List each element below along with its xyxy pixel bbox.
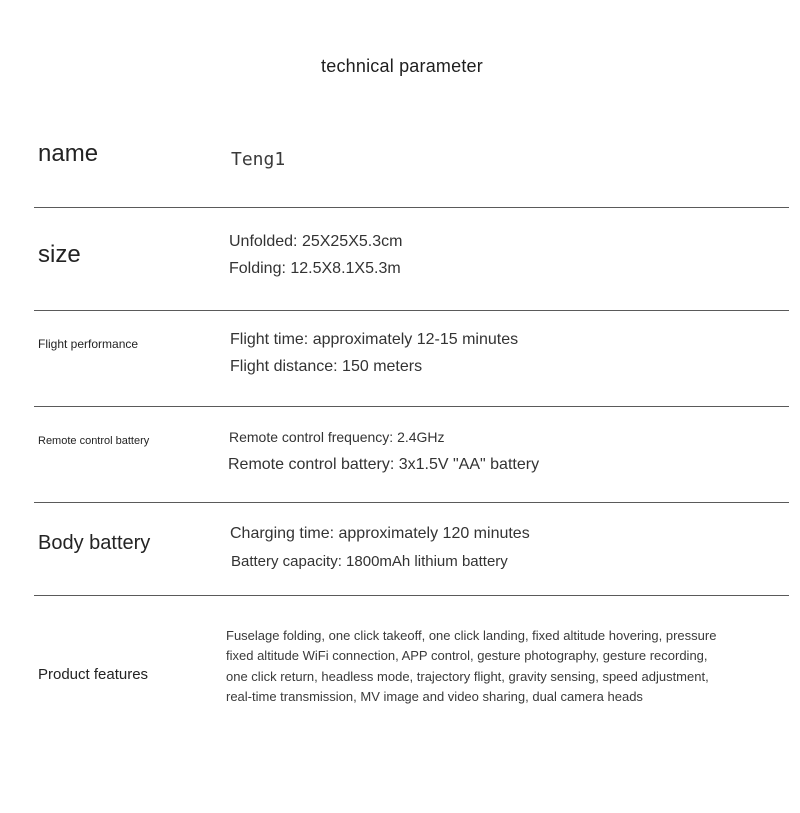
row-label-name: name [38, 140, 99, 167]
row-label-remote-control-battery: Remote control battery [38, 435, 150, 447]
row-label-flight-performance: Flight performance [38, 337, 139, 351]
row-divider [34, 207, 789, 208]
row-label-size: size [38, 241, 81, 268]
row-value-remote-frequency: Remote control frequency: 2.4GHz [229, 429, 445, 445]
row-value-remote-battery: Remote control battery: 3x1.5V "AA" battery [228, 456, 540, 473]
row-value-charging-time: Charging time: approximately 120 minutes [230, 525, 530, 542]
row-divider [34, 406, 789, 407]
row-value-product-features: Fuselage folding, one click takeoff, one click landing, fixed altitude hovering, pressure fixed altitude WiFi connection, APP control, gesture photography, gesture recording, one click return, headless mode, trajectory flight, gravity sensing, speed adjustment, real-time transmission, MV image and video sharing, dual camera heads [226, 628, 717, 705]
row-value-battery-capacity: Battery capacity: 1800mAh lithium battery [231, 553, 508, 570]
row-divider [34, 502, 789, 503]
row-divider [34, 595, 789, 596]
row-value-flight-time: Flight time: approximately 12-15 minutes [230, 331, 519, 348]
page-title: technical parameter [321, 56, 483, 76]
row-label-product-features: Product features [38, 666, 149, 683]
row-value-name: Teng1 [231, 149, 286, 170]
row-value-size-line1: Unfolded: 25X25X5.3cm [229, 233, 403, 250]
row-value-flight-distance: Flight distance: 150 meters [230, 358, 423, 375]
row-value-size-line2: Folding: 12.5X8.1X5.3m [229, 260, 401, 277]
row-label-body-battery: Body battery [38, 532, 151, 554]
row-divider [34, 310, 789, 311]
